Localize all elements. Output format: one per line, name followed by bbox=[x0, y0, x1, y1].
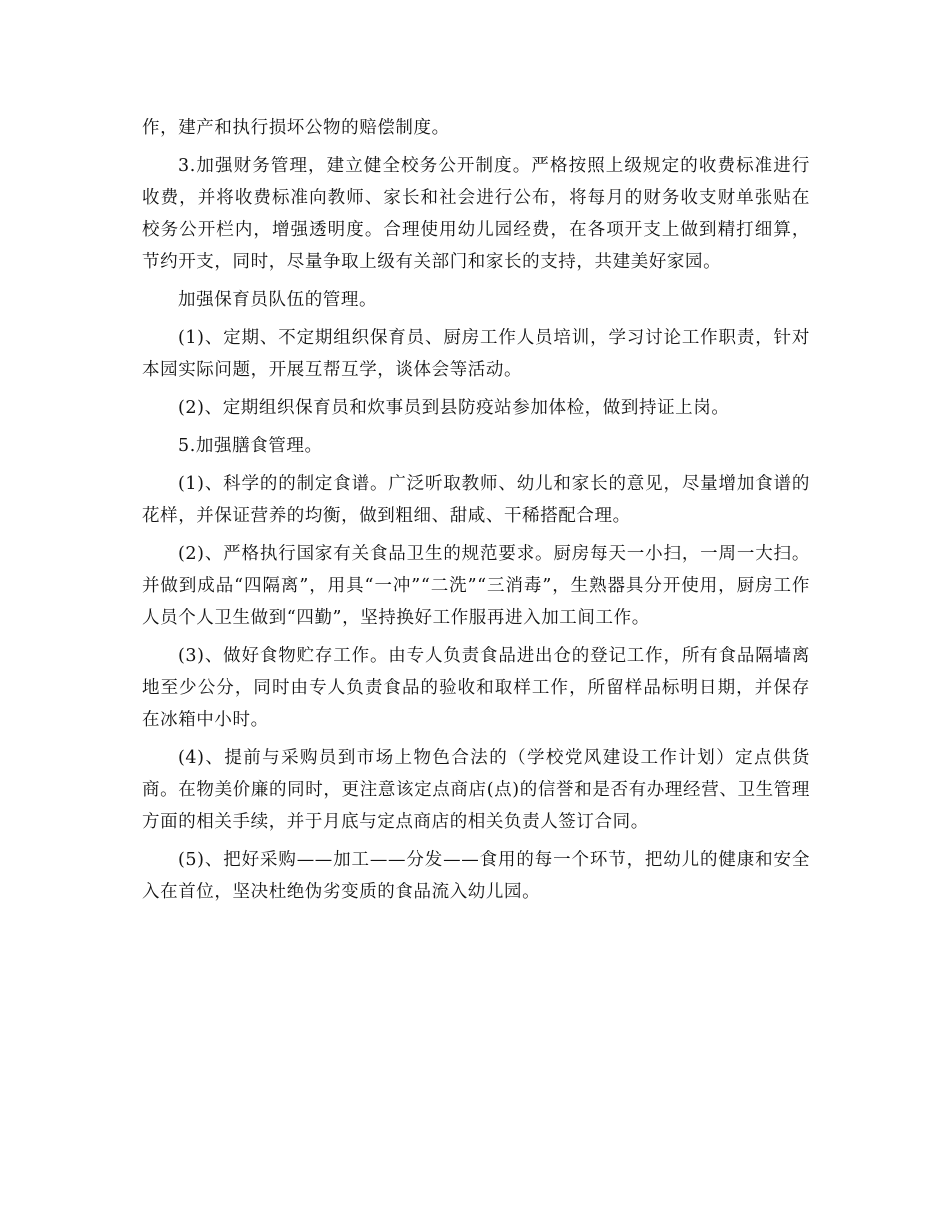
paragraph-meal-item-2: (2)、严格执行国家有关食品卫生的规范要求。厨房每天一小扫，一周一大扫。并做到成品“四隔离”，用具“一冲”“二洗”“三消毒”，生熟器具分开使用，厨房工作人员个人卫生做到“四勤”，坚持换好工作服再进入加工间工作。 bbox=[142, 544, 810, 628]
paragraph-continuation: 作，建产和执行损坏公物的赔偿制度。 bbox=[142, 118, 450, 138]
document-body bbox=[142, 112, 810, 914]
paragraph-caregiver-item-1: (1)、定期、不定期组织保育员、厨房工作人员培训，学习讨论工作职责，针对本园实际问题，开展互帮互学，谈体会等活动。 bbox=[142, 328, 810, 380]
paragraph-meal-management: 5.加强膳食管理。 bbox=[178, 436, 323, 456]
paragraph-finance-management: 3.加强财务管理，建立健全校务公开制度。严格按照上级规定的收费标准进行收费，并将收费标准向教师、家长和社会进行公布，将每月的财务收支财单张贴在校务公开栏内，增强透明度。合理使用幼儿园经费，在各项开支上做到精打细算，节约开支，同时，尽量争取上级有关部门和家长的支持，共建美好家园。 bbox=[142, 156, 810, 272]
paragraph-meal-item-4: (4)、提前与采购员到市场上物色合法的（学校党风建设工作计划）定点供货商。在物美价廉的同时，更注意该定点商店(点)的信誉和是否有办理经营、卫生管理方面的相关手续，并于月底与定点商店的相关负责人签订合同。 bbox=[142, 748, 810, 832]
paragraph-meal-item-1: (1)、科学的的制定食谱。广泛听取教师、幼儿和家长的意见，尽量增加食谱的花样，并保证营养的均衡，做到粗细、甜咸、干稀搭配合理。 bbox=[142, 474, 810, 526]
paragraph-caregiver-item-2: (2)、定期组织保育员和炊事员到县防疫站参加体检，做到持证上岗。 bbox=[178, 398, 730, 418]
paragraph-meal-item-3: (3)、做好食物贮存工作。由专人负责食品进出仓的登记工作，所有食品隔墙离地至少公分，同时由专人负责食品的验收和取样工作，所留样品标明日期，并保存在冰箱中小时。 bbox=[142, 646, 810, 730]
paragraph-caregiver-management: 加强保育员队伍的管理。 bbox=[178, 290, 378, 310]
paragraph-meal-item-5: (5)、把好采购——加工——分发——食用的每一个环节，把幼儿的健康和安全入在首位，坚决杜绝伪劣变质的食品流入幼儿园。 bbox=[142, 850, 810, 902]
